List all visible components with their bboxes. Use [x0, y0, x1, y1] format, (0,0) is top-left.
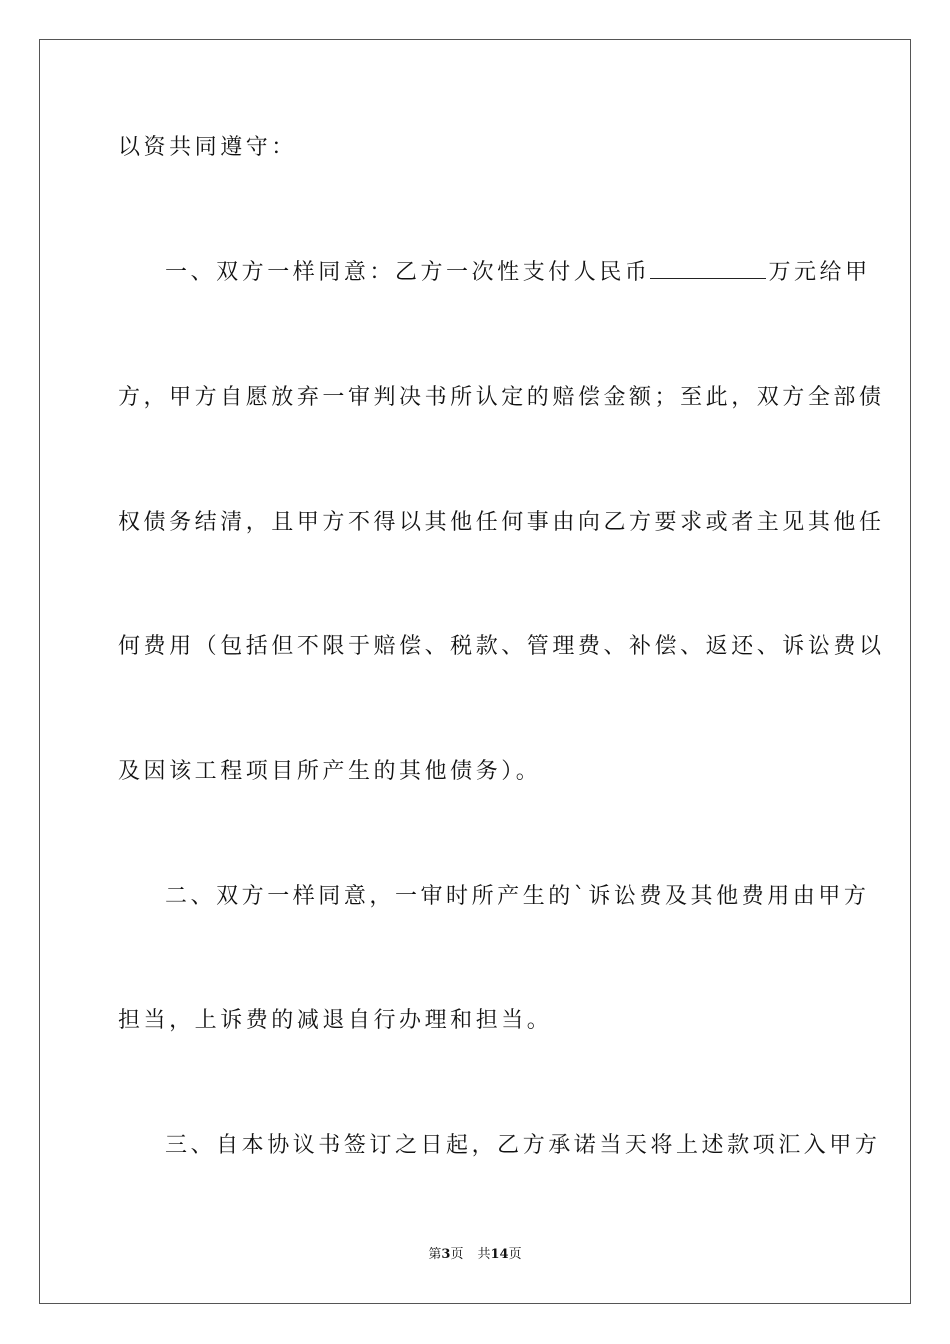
line-text: 权债务结清，且甲方不得以其他任何事由向乙方要求或者主见其他任 [118, 510, 885, 535]
footer-page-prefix: 第 [428, 1247, 442, 1262]
line-text: 及因该工程项目所产生的其他债务）。 [118, 759, 542, 784]
paragraph-line [118, 757, 541, 787]
paragraph-line [118, 383, 885, 413]
footer-page-number: 3 [441, 1247, 451, 1262]
paragraph-line [165, 1131, 880, 1161]
line-text: 一、双方一样同意：乙方一次性支付人民币 [165, 260, 651, 285]
footer-total-pages: 14 [490, 1247, 509, 1262]
line-text: 方，甲方自愿放弃一审判决书所认定的赔偿金额；至此，双方全部债 [118, 385, 885, 410]
line-text: 二、双方一样同意，一审时所产生的`诉讼费及其他费用由甲方 [165, 884, 870, 909]
footer-page-suffix: 页 [450, 1247, 464, 1262]
paragraph-line [118, 1006, 552, 1036]
paragraph-line [165, 882, 869, 912]
line-text: 以资共同遵守： [118, 135, 297, 160]
paragraph-line [118, 133, 297, 163]
line-text: 三、自本协议书签订之日起，乙方承诺当天将上述款项汇入甲方 [165, 1133, 881, 1158]
footer-total-suffix: 页 [508, 1247, 522, 1262]
page-footer [0, 1246, 950, 1264]
paragraph-line [118, 508, 885, 538]
line-text: 何费用（包括但不限于赔偿、税款、管理费、补偿、返还、诉讼费以 [118, 634, 885, 659]
footer-total-prefix: 共 [477, 1247, 491, 1262]
line-text: 担当，上诉费的减退自行办理和担当。 [118, 1008, 553, 1033]
paragraph-line [118, 632, 885, 662]
page-border [39, 39, 911, 1304]
amount-blank-field [650, 260, 766, 279]
line-text: 万元给甲 [768, 260, 871, 285]
paragraph-line [165, 258, 871, 288]
